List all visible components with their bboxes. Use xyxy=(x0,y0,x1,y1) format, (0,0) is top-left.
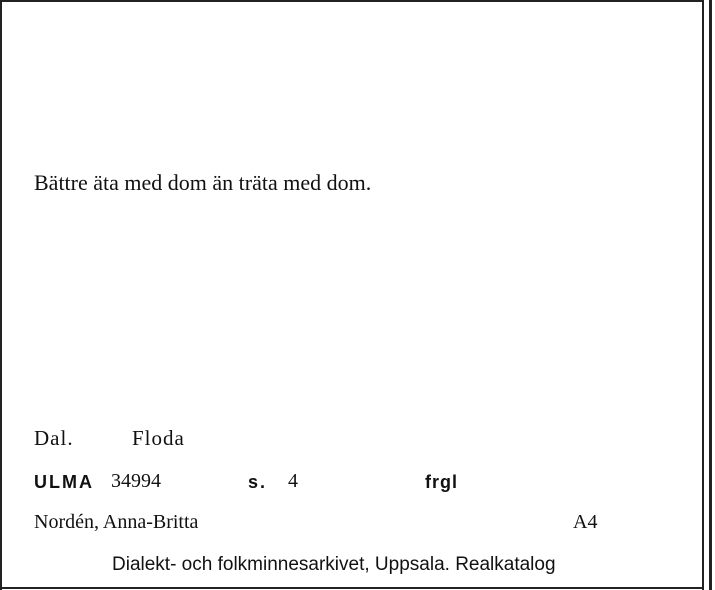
card-border-left xyxy=(0,0,2,590)
card-border-right xyxy=(702,0,704,590)
page-number: 4 xyxy=(288,470,298,492)
paper-format: A4 xyxy=(573,511,598,533)
card-border-top xyxy=(0,0,703,2)
recorder-name: Nordén, Anna-Britta xyxy=(34,511,199,533)
page-label: s. xyxy=(248,472,268,492)
card-border-bottom xyxy=(0,587,704,589)
region-text: Dal. xyxy=(34,426,74,450)
place-text: Floda xyxy=(132,426,185,450)
ulma-label: ULMA xyxy=(34,472,94,492)
archive-footer: Dialekt- och folkminnesarkivet, Uppsala. Realkatalog xyxy=(112,554,556,575)
ulma-number: 34994 xyxy=(111,470,161,492)
proverb-text: Bättre äta med dom än träta med dom. xyxy=(34,170,372,195)
card-edge-right xyxy=(709,0,712,590)
category-label: frgl xyxy=(425,472,458,492)
